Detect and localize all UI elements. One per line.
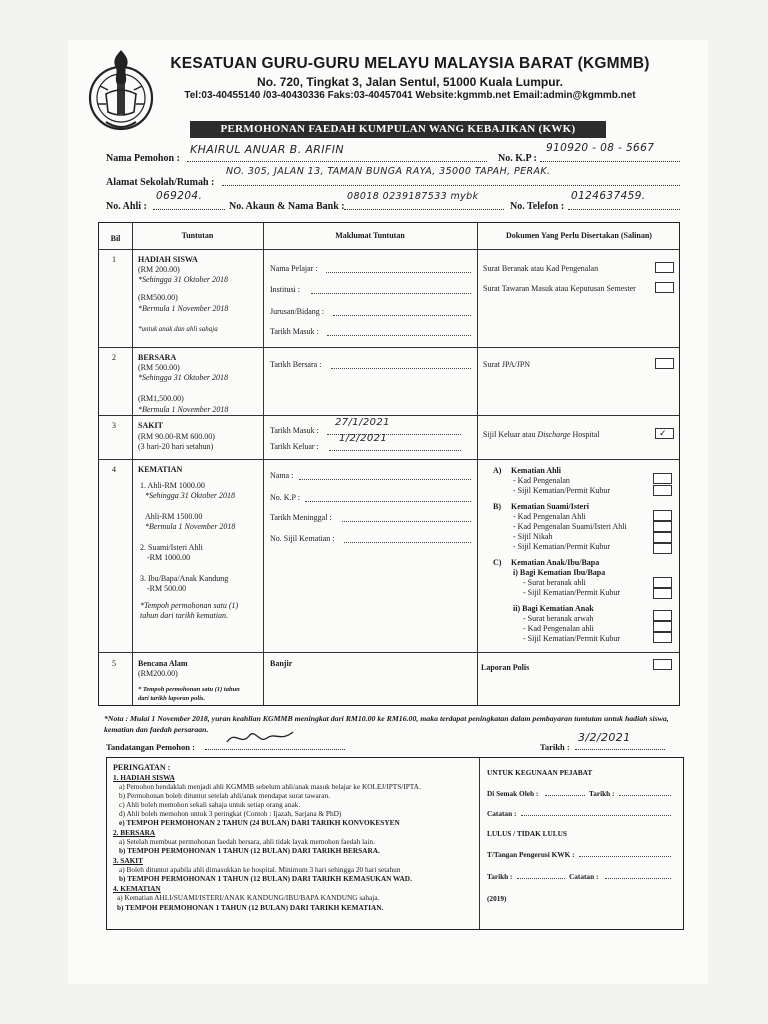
r4-dB1-checkbox[interactable] (653, 510, 672, 521)
s4b: b) TEMPOH PERMOHONAN 1 TAHUN (12 BULAN) DARI TARIKH KEMATIAN. (117, 903, 384, 912)
th-bil: Bil (110, 234, 121, 243)
telefon-label: No. Telefon : (510, 201, 565, 212)
r4-dA-title: Kematian Ahli (511, 466, 562, 475)
r1-l5: *untuk anak dan ahli sahaja (138, 325, 218, 333)
office-semak-label: Di Semak Oleh : (487, 789, 539, 798)
row-divider (99, 249, 679, 250)
r1-m2: Institusi : (270, 285, 301, 294)
office-ttangan-label: T/Tangan Pengerusi KWK : (487, 850, 575, 859)
r1-l2: *Sehingga 31 Oktober 2018 (138, 275, 228, 284)
office-tarikh-label: Tarikh : (589, 789, 615, 798)
akaun-value: 08018 0239187533 mybk (347, 191, 479, 202)
r2-l2: *Sehingga 31 Oktober 2018 (138, 373, 228, 382)
r3-d1-checkbox[interactable] (655, 428, 674, 439)
r4-nokp-field[interactable] (305, 493, 471, 502)
s1-heading: 1. HADIAH SISWA (113, 773, 175, 782)
s1a: a) Pemohon hendaklah menjadi ahli KGMMB sebelum ahli/anak masuk belajar ke KOLEJ/IPTS/IPTA. (119, 782, 421, 791)
date-label: Tarikh : (540, 742, 570, 752)
office-catatan2-field[interactable] (605, 871, 671, 879)
r4-dCii3-checkbox[interactable] (653, 632, 672, 643)
r4-title: KEMATIAN (138, 465, 183, 474)
r4-dB3-checkbox[interactable] (653, 532, 672, 543)
office-tarikh2-field[interactable] (517, 871, 565, 879)
notes-section (106, 757, 684, 930)
date-value: 3/2/2021 (578, 731, 631, 744)
r3-m1: Tarikh Masuk : (270, 426, 319, 435)
r1-d2: Surat Tawaran Masuk atau Keputusan Semester (483, 284, 636, 293)
r1-tarikh-masuk-field[interactable] (327, 327, 471, 336)
r4-l9: *Tempoh permohonan satu (1) (140, 601, 239, 610)
r3-m2-value: 1/2/2021 (339, 433, 388, 444)
s3a: a) Boleh dituntut apabila ahli dimasukkan ke hospital. Minimum 3 hari sehingga 20 hari setahun (119, 865, 401, 874)
col-divider (132, 223, 133, 705)
row-divider (99, 347, 679, 348)
r4-dA2: - Sijil Kematian/Permit Kubur (513, 486, 611, 495)
row-divider (99, 459, 679, 460)
checkmark-icon: ✓ (659, 428, 667, 438)
r5-bil: 5 (112, 659, 116, 668)
r5-d1-checkbox[interactable] (653, 659, 672, 670)
r1-bil: 1 (112, 255, 116, 264)
office-tarikh2-label: Tarikh : (487, 872, 513, 881)
s3-heading: 3. SAKIT (113, 856, 144, 865)
r3-d1-c: Hospital (570, 430, 600, 439)
r4-l6: -RM 1000.00 (147, 553, 191, 562)
r4-dCii2: - Kad Pengenalan ahli (523, 624, 594, 633)
telefon-value: 0124637459. (571, 190, 646, 202)
col-divider (263, 223, 264, 705)
ahli-label: No. Ahli : (106, 201, 147, 212)
r4-dC: C) (493, 558, 502, 567)
office-catatan-label: Catatan : (487, 809, 517, 818)
r4-l2: *Sehingga 31 Oktober 2018 (145, 491, 235, 500)
r4-l7: 3. Ibu/Bapa/Anak Kandung (140, 574, 229, 583)
r1-l3: (RM500.00) (138, 293, 178, 302)
alamat-label: Alamat Sekolah/Rumah : (106, 177, 215, 188)
r1-l4: *Bermula 1 November 2018 (138, 304, 229, 313)
r5-l2: * Tempoh permohonan satu (1) tahun (138, 686, 240, 693)
r2-m1: Tarikh Bersara : (270, 360, 322, 369)
r4-dB1: - Kad Pengenalan Ahli (513, 512, 586, 521)
nokp-value: 910920 - 08 - 5667 (546, 142, 655, 154)
r4-nama-field[interactable] (299, 471, 471, 480)
office-ttangan-field[interactable] (579, 849, 671, 857)
r3-l2: (3 hari-20 hari setahun) (138, 442, 214, 451)
r1-d1: Surat Beranak atau Kad Pengenalan (483, 264, 599, 273)
alamat-value: NO. 305, JALAN 13, TAMAN BUNGA RAYA, 35000 TAPAH, PERAK. (226, 166, 551, 177)
r4-dCii1: - Surat beranak arwah (523, 614, 594, 623)
row-divider (99, 415, 679, 416)
kgmmb-logo-icon (86, 46, 156, 136)
r4-l1: 1. Ahli-RM 1000.00 (140, 481, 205, 490)
akaun-label: No. Akaun & Nama Bank : (229, 201, 345, 212)
nama-label: Nama Pemohon : (106, 153, 180, 164)
r5-l3: dari tarikh laporan polis. (138, 695, 206, 702)
s3b: b) TEMPOH PERMOHONAN 1 TAHUN (12 BULAN) DARI TARIKH KEMASUKAN WAD. (119, 874, 412, 883)
s2a: a) Setelah membuat permohonan faedah bersara, ahli tidak layak memohon faedah lain. (119, 837, 375, 846)
nokp-label: No. K.P : (498, 153, 537, 164)
nama-value: KHAIRUL ANUAR B. ARIFIN (190, 143, 344, 156)
r4-m3: Tarikh Meninggal : (270, 513, 332, 522)
col-divider (477, 223, 478, 705)
row-divider (99, 652, 679, 653)
s1b: b) Permohonan boleh dituntut setelah ahli/anak mendapat surat tawaran. (119, 791, 330, 800)
r1-nama-pelajar-field[interactable] (326, 264, 471, 273)
office-catatan2-label: Catatan : (569, 872, 599, 881)
r4-sijil-kematian-field[interactable] (344, 534, 471, 543)
r4-dCii: ii) Bagi Kematian Anak (513, 604, 594, 613)
s4a: a) Kematian AHLI/SUAMI/ISTERI/ANAK KANDUNG/IBU/BAPA KANDUNG sahaja. (117, 893, 380, 902)
r4-dB4: - Sijil Kematian/Permit Kubur (513, 542, 611, 551)
r4-dC-title: Kematian Anak/Ibu/Bapa (511, 558, 600, 567)
peringatan-title: PERINGATAN : (113, 763, 171, 772)
form-title-banner: PERMOHONAN FAEDAH KUMPULAN WANG KEBAJIKAN (KWK) (190, 121, 606, 138)
r4-dB: B) (493, 502, 501, 511)
r4-dA1-checkbox[interactable] (653, 473, 672, 484)
r4-m1: Nama : (270, 471, 294, 480)
r3-l1: (RM 90.00-RM 600.00) (138, 432, 215, 441)
membership-fee-note: *Nota : Mulai 1 November 2018, yuran keahlian KGMMB meningkat dari RM10.00 ke RM16.00, maka terdapat peningkatan dalam pembayaran tuntutan untuk hadiah siswa, kematian dan faedah persaraan. (104, 714, 669, 734)
r1-m1: Nama Pelajar : (270, 264, 318, 273)
office-title: UNTUK KEGUNAAN PEJABAT (487, 768, 593, 777)
r2-d1-checkbox[interactable] (655, 358, 674, 369)
ahli-value: 069204. (156, 190, 203, 202)
r1-m3: Jurusan/Bidang : (270, 307, 324, 316)
r1-m4: Tarikh Masuk : (270, 327, 319, 336)
signature-scribble-icon (225, 726, 295, 748)
signature-label: Tandatangan Pemohon : (106, 742, 195, 752)
r2-l1: (RM 500.00) (138, 363, 180, 372)
org-contact: Tel:03-40455140 /03-40430336 Faks:03-40457041 Website:kgmmb.net Email:admin@kgmmb.net (184, 90, 636, 101)
r4-dB4-checkbox[interactable] (653, 543, 672, 554)
r1-d1-checkbox[interactable] (655, 262, 674, 273)
r4-dCi2: - Sijil Kematian/Permit Kubur (523, 588, 621, 597)
r5-m1: Banjir (270, 659, 293, 668)
r4-dA2-checkbox[interactable] (653, 485, 672, 496)
r1-title: HADIAH SISWA (138, 255, 198, 264)
r3-title: SAKIT (138, 421, 163, 430)
office-catatan-field[interactable] (521, 808, 671, 816)
r4-l8: -RM 500.00 (147, 584, 187, 593)
r4-dCii2-checkbox[interactable] (653, 621, 672, 632)
r4-m2: No. K.P : (270, 493, 300, 502)
th-maklumat: Maklumat Tuntutan (335, 231, 405, 240)
col-divider (479, 758, 480, 929)
org-address: No. 720, Tingkat 3, Jalan Sentul, 51000 Kuala Lumpur. (257, 75, 563, 89)
r4-dCii3: - Sijil Kematian/Permit Kubur (523, 634, 621, 643)
th-dokumen: Dokumen Yang Perlu Disertakan (Salinan) (506, 231, 652, 240)
r1-jurusan-field[interactable] (333, 307, 471, 316)
r4-dB-title: Kematian Suami/Isteri (511, 502, 589, 511)
r4-dB2-checkbox[interactable] (653, 521, 672, 532)
r2-title: BERSARA (138, 353, 177, 362)
s1d: d) Ahli boleh memohon untuk 3 peringkat (Contoh : Ijazah, Sarjana & PhD) (119, 809, 342, 818)
s1e: e) TEMPOH PERMOHONAN 2 TAHUN (24 BULAN) DARI TARIKH KONVOKESYEN (119, 818, 400, 827)
r2-l4: *Bermula 1 November 2018 (138, 405, 229, 414)
r1-d2-checkbox[interactable] (655, 282, 674, 293)
r2-d1: Surat JPA/JPN (483, 360, 531, 369)
r4-l5: 2. Suami/Isteri Ahli (140, 543, 203, 552)
s1c: c) Ahli boleh memohon sekali sahaja untuk setiap orang anak. (119, 800, 301, 809)
r3-d1 (483, 430, 600, 440)
r4-l3: Ahli-RM 1500.00 (145, 512, 203, 521)
r4-dCi2-checkbox[interactable] (653, 588, 672, 599)
r1-institusi-field[interactable] (311, 285, 471, 294)
r3-d1-b: Discharge (537, 430, 571, 439)
r3-bil: 3 (112, 421, 116, 430)
r4-l4: *Bermula 1 November 2018 (145, 522, 236, 531)
r4-dCii1-checkbox[interactable] (653, 610, 672, 621)
s2-heading: 2. BERSARA (113, 828, 156, 837)
r3-d1-a: Sijil Keluar atau (483, 430, 538, 439)
office-tarikh-field[interactable] (619, 788, 671, 796)
th-tuntutan: Tuntutan (181, 231, 214, 240)
office-year: (2019) (487, 894, 507, 903)
office-semak-field[interactable] (545, 788, 585, 796)
r4-m4: No. Sijil Kematian : (270, 534, 335, 543)
claims-table (98, 222, 680, 706)
r4-l10: tahun dari tarikh kematian. (140, 611, 228, 620)
r4-bil: 4 (112, 465, 116, 474)
s2b: b) TEMPOH PERMOHONAN 1 TAHUN (12 BULAN) DARI TARIKH BERSARA. (119, 846, 380, 855)
r3-m1-value: 27/1/2021 (335, 417, 390, 428)
r4-tarikh-meninggal-field[interactable] (342, 513, 471, 522)
office-lulus-label: LULUS / TIDAK LULUS (487, 829, 567, 838)
r4-dCi1-checkbox[interactable] (653, 577, 672, 588)
r4-dB2: - Kad Pengenalan Suami/Isteri Ahli (513, 522, 627, 531)
r5-title: Bencana Alam (138, 659, 188, 668)
r4-dB3: - Sijil Nikah (513, 532, 553, 541)
r5-d1: Laporan Polis (481, 663, 530, 672)
r4-dCi: i) Bagi Kematian Ibu/Bapa (513, 568, 606, 577)
org-name: KESATUAN GURU-GURU MELAYU MALAYSIA BARAT (KGMMB) (170, 55, 650, 72)
r4-dCi1: - Surat beranak ahli (523, 578, 586, 587)
r2-tarikh-bersara-field[interactable] (331, 360, 471, 369)
r2-bil: 2 (112, 353, 116, 362)
s4-heading: 4. KEMATIAN (113, 884, 161, 893)
r4-dA: A) (493, 466, 502, 475)
r3-m2: Tarikh Keluar : (270, 442, 319, 451)
r4-dA1: - Kad Pengenalan (513, 476, 570, 485)
r5-l1: (RM200.00) (138, 669, 178, 678)
r2-l3: (RM1,500.00) (138, 394, 184, 403)
r1-l1: (RM 200.00) (138, 265, 180, 274)
